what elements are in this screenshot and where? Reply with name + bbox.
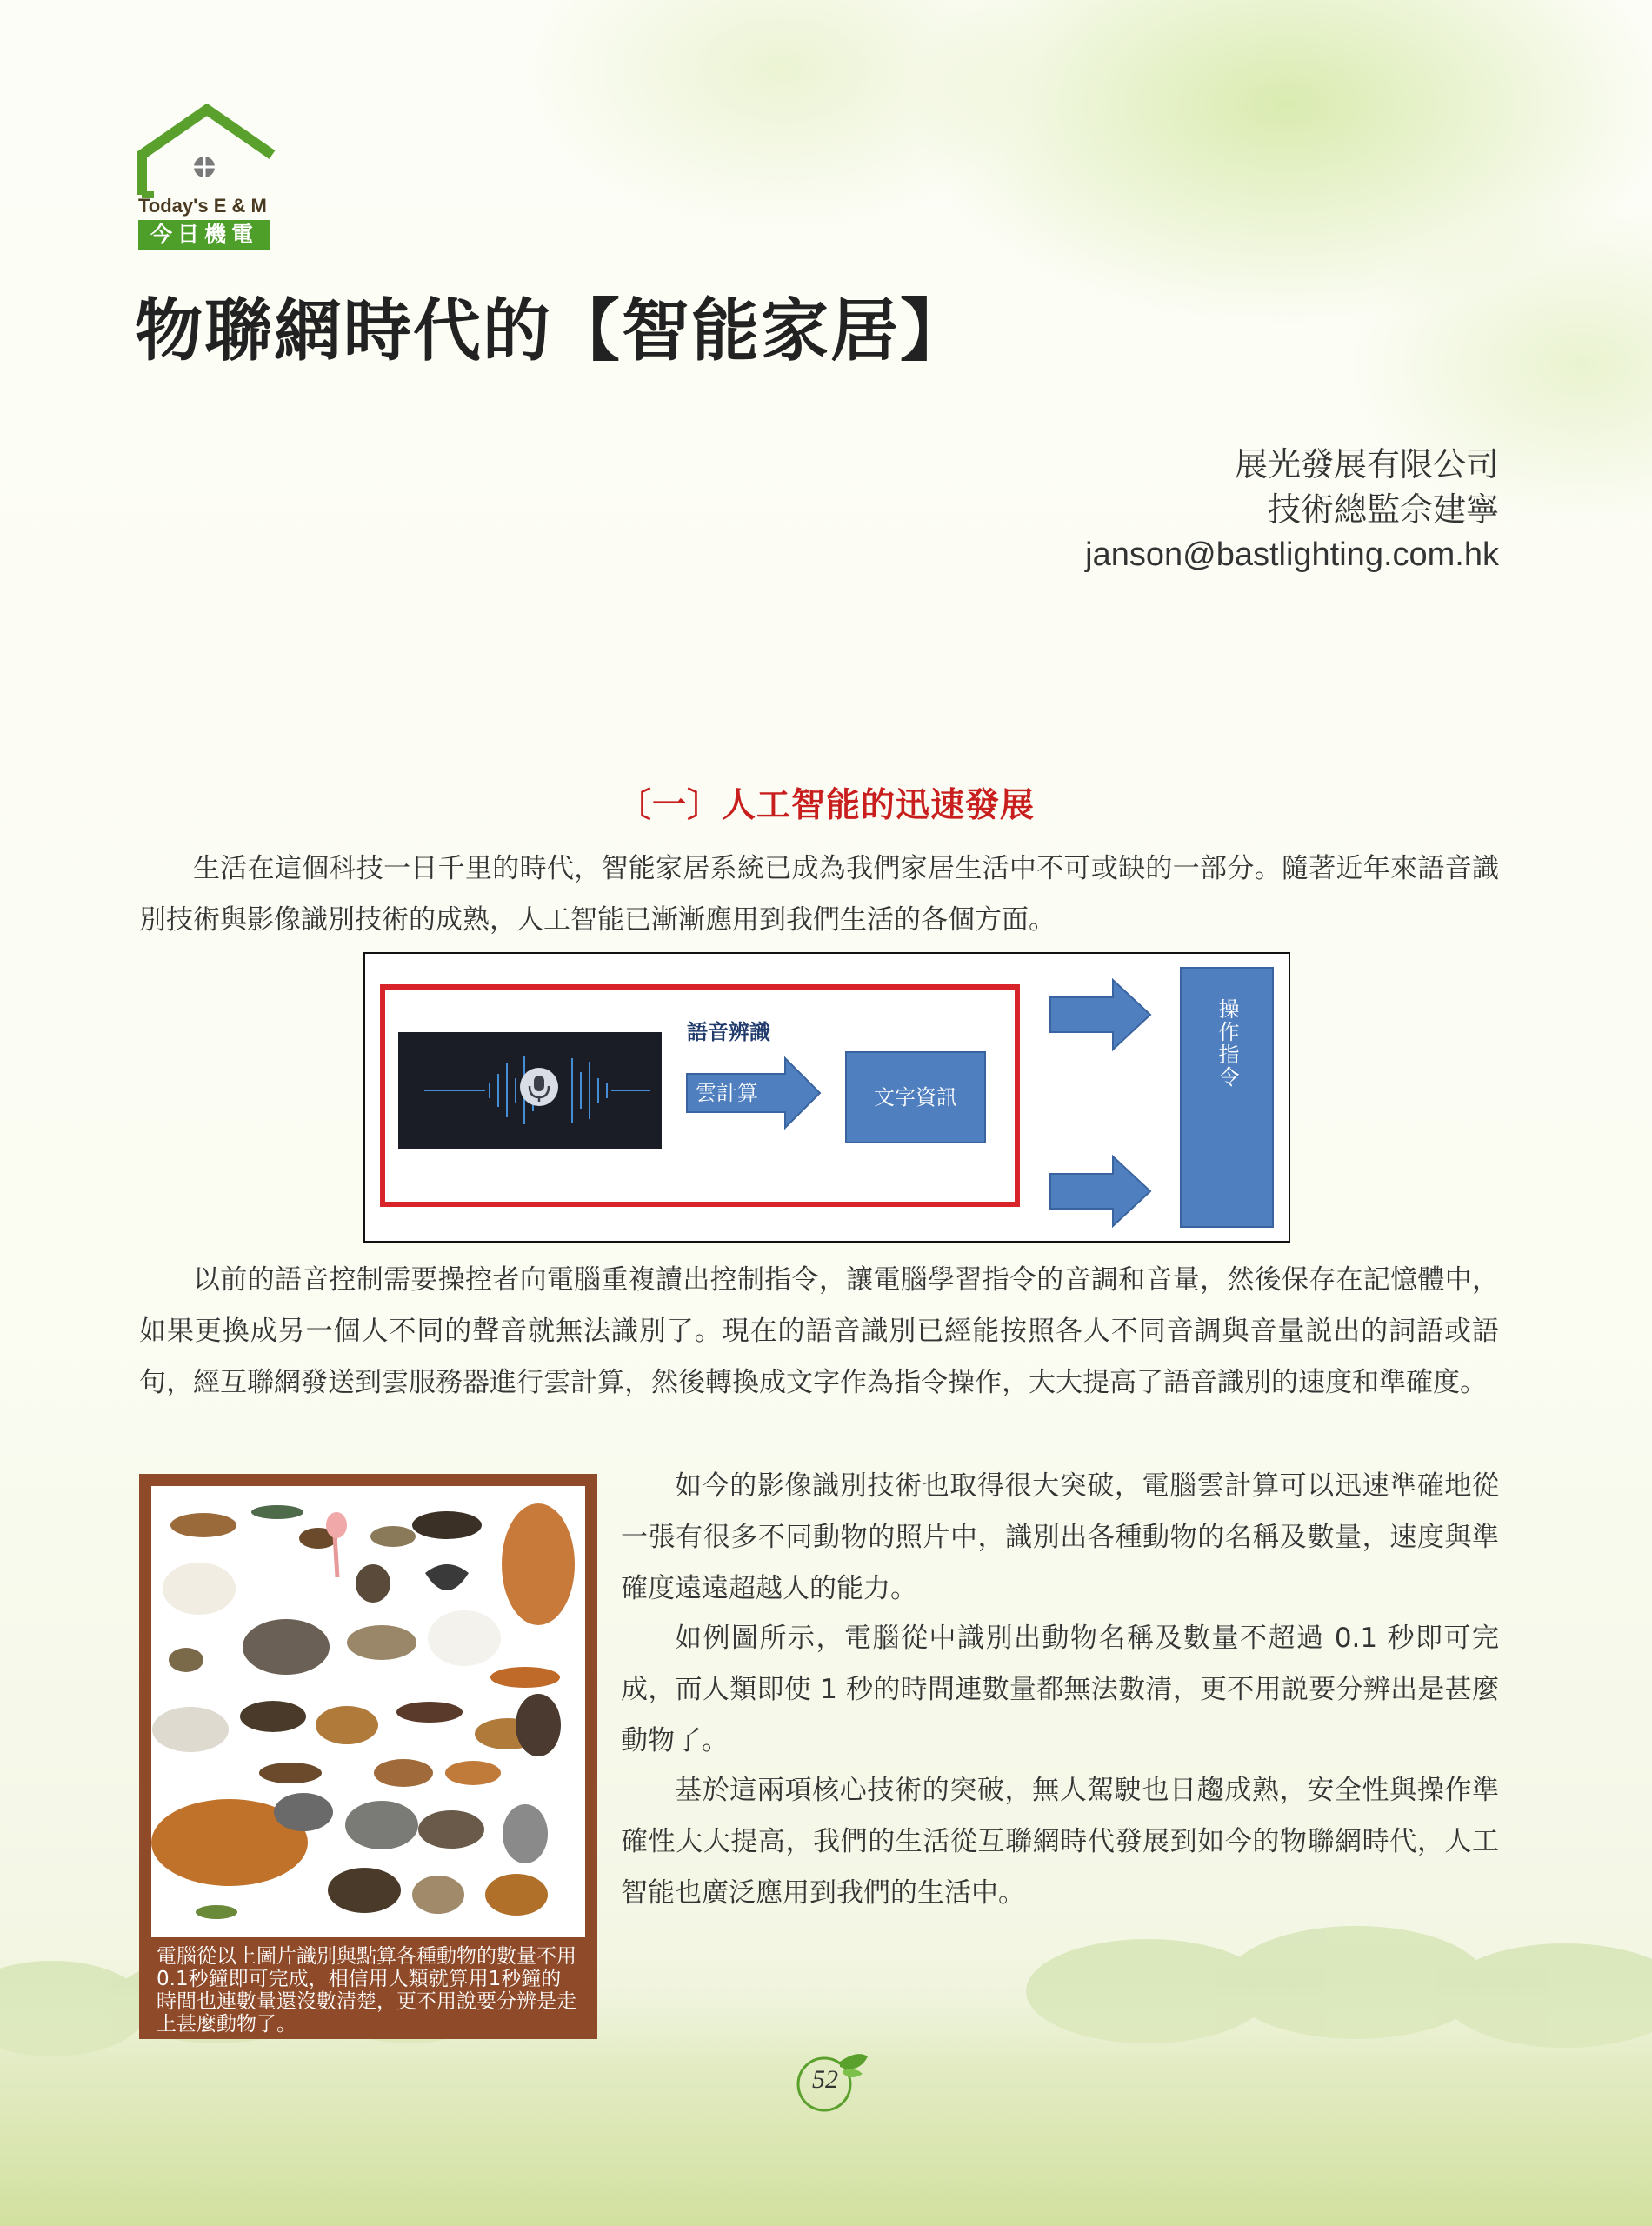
animal-collage-image (151, 1486, 585, 1937)
paragraph-intro: 生活在這個科技一日千里的時代，智能家居系統已成為我們家居生活中不可或缺的一部分。隨著近年來語音識別技術與影像識別技術的成熟，人工智能已漸漸應用到我們生活的各個方面。 (139, 853, 1499, 936)
speech-recognition-diagram (363, 952, 1290, 1243)
label-text-info: 文字資訊 (874, 1085, 957, 1110)
animal-figure (139, 1474, 597, 2039)
page-number: 52 (812, 2065, 838, 2094)
author-block (1085, 442, 1499, 577)
paragraph-voice: 以前的語音控制需要操控者向電腦重複讀出控制指令，讓電腦學習指令的音調和音量，然後保存在記憶體中，如果更換成另一個人不同的聲音就無法識別了。現在的語音識別已經能按照各人不同音調與音量説出的詞語或語句，經互聯網發送到雲服務器進行雲計算，然後轉換成文字作為指令操作，大大提高了語音識別的速度和準確度。 (139, 1264, 1499, 1398)
page-title: 物聯網時代的【智能家居】 (135, 292, 970, 370)
label-speech-recognition: 語音辨識 (687, 1020, 770, 1044)
author-email: janson@bastlighting.com.hk (1085, 537, 1499, 573)
page-number-badge (783, 2048, 869, 2117)
brand-logo (135, 104, 283, 257)
paragraph-example: 如例圖所示，電腦從中識別出動物名稱及數量不超過 0.1 秒即可完成，而人類即使 1 秒的時間連數量都無法數清，更不用説要分辨出是甚麼動物了。 (621, 1623, 1499, 1756)
author-position: 技術總監佘建寧 (1267, 490, 1499, 529)
figure-caption: 電腦從以上圖片識別與點算各種動物的數量不用0.1秒鐘即可完成，相信用人類就算用1秒鐘的時間也連數量還沒數清楚，更不用說要分辨是走上甚麼動物了。 (157, 1945, 576, 2036)
section-heading: 〔一〕人工智能的迅速發展 (616, 786, 1035, 825)
paragraph-image-recognition: 如今的影像識別技術也取得很大突破，電腦雲計算可以迅速準確地從一張有很多不同動物的照片中，識別出各種動物的名稱及數量，速度與準確度遠遠超越人的能力。 (621, 1470, 1499, 1604)
house-icon (135, 104, 278, 200)
author-company: 展光發展有限公司 (1234, 445, 1499, 483)
label-cloud-computing: 雲計算 (696, 1081, 758, 1105)
paragraph-conclusion: 基於這兩項核心技術的突破，無人駕駛也日趨成熟，安全性與操作準確性大大提高，我們的生活從互聯網時代發展到如今的物聯網時代，人工智能也廣泛應用到我們的生活中。 (621, 1775, 1499, 1909)
waveform-image (398, 1032, 662, 1149)
brand-name-english: Today's E & M (138, 195, 267, 217)
label-operation-command: 操作指令 (1215, 998, 1239, 1089)
brand-name-chinese: 今日機電 (138, 220, 270, 250)
